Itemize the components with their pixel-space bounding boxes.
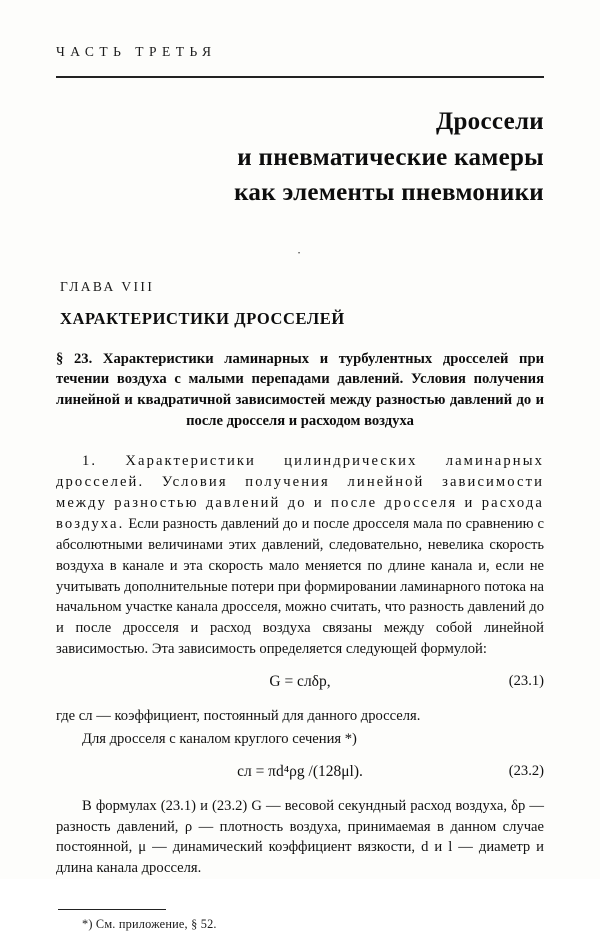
part-title-line-1: Дроссели [435, 108, 544, 135]
chapter-title: ХАРАКТЕРИСТИКИ ДРОССЕЛЕЙ [60, 308, 345, 328]
header-rule [56, 76, 544, 78]
paragraph-1 [56, 451, 544, 660]
part-label: ЧАСТЬ ТРЕТЬЯ [56, 44, 217, 59]
paragraph-1-lead: 1. Характеристики цилиндрических ламинарных дросселей. Условия получения линейной зависимости между разностью давлений до и после дросселя и расхода воздуха. [56, 453, 544, 532]
formula-row-1 [56, 673, 544, 693]
section-heading: § 23. Характеристики ламинарных и турбулентных дросселей при течении воздуха с малыми перепадами давлений. Условия получения линейной и квадратичной зависимостей между разностью давлений до и после дросселя и расходом воздуха [56, 350, 544, 429]
formula-2: cл = πd⁴ρg /(128μl). [237, 762, 363, 780]
paragraph-3: Для дросселя с каналом круглого сечения *) [82, 730, 357, 747]
part-title-line-2: и пневматические камеры [237, 143, 544, 171]
paragraph-1-rest: Если разность давлений до и после дросселя мала по сравнению с абсолютными величинами этих давлений, следовательно, невелика скорость воздуха в канале и эта скорость мало меняется по длине канала и, если не учитывать дополнительные потери при формировании ламинарного потока на начальном участке канала дросселя, можно считать, что разность давлений до и после дросселя и расход воздуха связаны между собой линейной зависимостью. Эта зависимость определяется следующей формулой: [56, 515, 544, 658]
footnote: *) См. приложение, § 52. [82, 917, 217, 932]
part-title-line-3: как элементы пневмоники [234, 179, 544, 206]
page-content [56, 44, 544, 932]
chapter-label: ГЛАВА VIII [60, 278, 155, 294]
formula-2-number: (23.2) [508, 762, 544, 779]
part-title [56, 104, 544, 211]
footnote-separator [58, 909, 166, 910]
formula-1-number: (23.1) [508, 672, 544, 689]
ornament-dot: · [296, 244, 304, 260]
paragraph-2: где cл — коэффициент, постоянный для данного дросселя. [56, 707, 421, 724]
formula-1: G = cлδp, [269, 672, 331, 690]
formula-row-2 [56, 763, 544, 783]
paragraph-4: В формулах (23.1) и (23.2) G — весовой секундный расход воздуха, δp — разность давлений, ρ — плотность воздуха, принимаемая в данном случае постоянной, μ — динамический коэффициент вязкости, d и l — диаметр и длина канала дросселя. [56, 797, 544, 877]
